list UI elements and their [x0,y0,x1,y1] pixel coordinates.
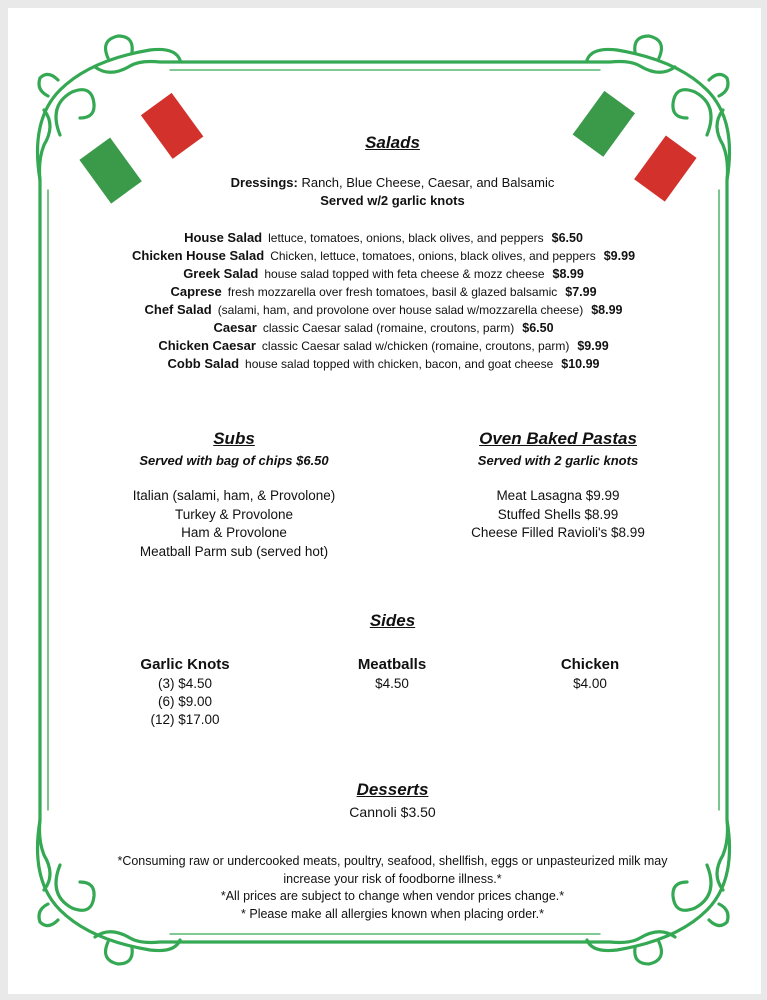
salad-name: Caesar [213,320,257,335]
side-price: (3) $4.50 [157,676,213,691]
salad-desc: classic Caesar salad w/chicken (romaine, croutons, parm) [261,339,570,353]
salad-desc: (salami, ham, and provolone over house salad w/mozzarella cheese) [217,303,584,317]
sub-item: Italian (salami, ham, & Provolone) [132,488,336,503]
salad-name: Chef Salad [144,302,212,317]
dressings-label: Dressings: [230,175,298,190]
side-garlic-knots [105,656,265,729]
side-chicken [510,656,670,693]
salad-name: Greek Salad [183,266,259,281]
side-name: Chicken [560,656,620,673]
sub-item: Meatball Parm sub (served hot) [139,543,329,559]
pasta-item: Stuffed Shells $8.99 [497,506,619,522]
salads-served-with: Served w/2 garlic knots [320,193,465,208]
pasta-item: Meat Lasagna $9.99 [496,488,620,503]
salad-name: Chicken Caesar [158,338,256,353]
salad-price: $6.50 [522,321,554,335]
salad-price: $9.99 [603,249,636,263]
salad-price: $9.99 [577,339,609,353]
dressings-line [0,175,767,190]
salad-item [0,356,767,371]
salad-item [0,338,767,353]
salad-price: $10.99 [561,357,600,371]
pasta-item: Cheese Filled Ravioli's $8.99 [471,525,645,540]
salad-name: House Salad [184,230,263,245]
disclaimer-line: *All prices are subject to change when vendor prices change.* [220,889,565,903]
subs-title: Subs [213,429,255,448]
pastas-title: Oven Baked Pastas [479,429,637,448]
sub-item: Turkey & Provolone [174,506,294,522]
side-name: Meatballs [357,656,427,673]
side-meatballs [312,656,472,693]
disclaimer [9,853,767,923]
subs-list [114,487,354,561]
salad-price: $7.99 [565,285,597,299]
disclaimer-line: *Consuming raw or undercooked meats, poultry, seafood, shellfish, eggs or unpasteurized milk may [117,854,668,868]
salad-desc: Chicken, lettuce, tomatoes, onions, black olives, and peppers [270,249,596,263]
salad-price: $8.99 [552,267,584,281]
salad-name: Caprese [170,284,222,299]
disclaimer-line: * Please make all allergies known when placing order.* [241,906,544,921]
sub-item: Ham & Provolone [181,525,287,540]
dessert-item: Cannoli $3.50 [349,804,436,820]
salad-name: Cobb Salad [167,356,240,371]
subs-served-with: Served with bag of chips $6.50 [139,453,329,468]
salad-desc: fresh mozzarella over fresh tomatoes, basil & glazed balsamic [227,285,558,299]
salad-item [0,320,767,335]
desserts-title: Desserts [356,780,429,799]
salad-item [0,230,767,245]
side-price: $4.00 [573,676,607,691]
pastas-served-with: Served with 2 garlic knots [477,453,639,468]
salad-item [0,266,767,281]
pastas-list [438,487,678,543]
dressings-text: Ranch, Blue Cheese, Caesar, and Balsamic [301,175,555,190]
side-price: (12) $17.00 [150,712,220,727]
disclaimer-line: increase your risk of foodborne illness.* [283,871,502,886]
side-price: (6) $9.00 [157,694,213,709]
salads-title: Salads [365,133,420,152]
salad-desc: house salad topped with feta cheese & mozz cheese [264,267,545,281]
salad-desc: classic Caesar salad (romaine, croutons, parm) [262,321,515,335]
side-name: Garlic Knots [140,656,230,673]
salad-desc: lettuce, tomatoes, onions, black olives, and peppers [268,231,544,245]
salad-item [0,284,767,299]
salad-price: $6.50 [551,231,583,245]
salad-item [0,302,767,317]
salad-price: $8.99 [591,303,623,317]
side-price: $4.50 [375,676,409,691]
sides-title: Sides [369,611,416,630]
salad-desc: house salad topped with chicken, bacon, and goat cheese [245,357,554,371]
salad-item [0,248,767,263]
salad-name: Chicken House Salad [131,248,265,263]
